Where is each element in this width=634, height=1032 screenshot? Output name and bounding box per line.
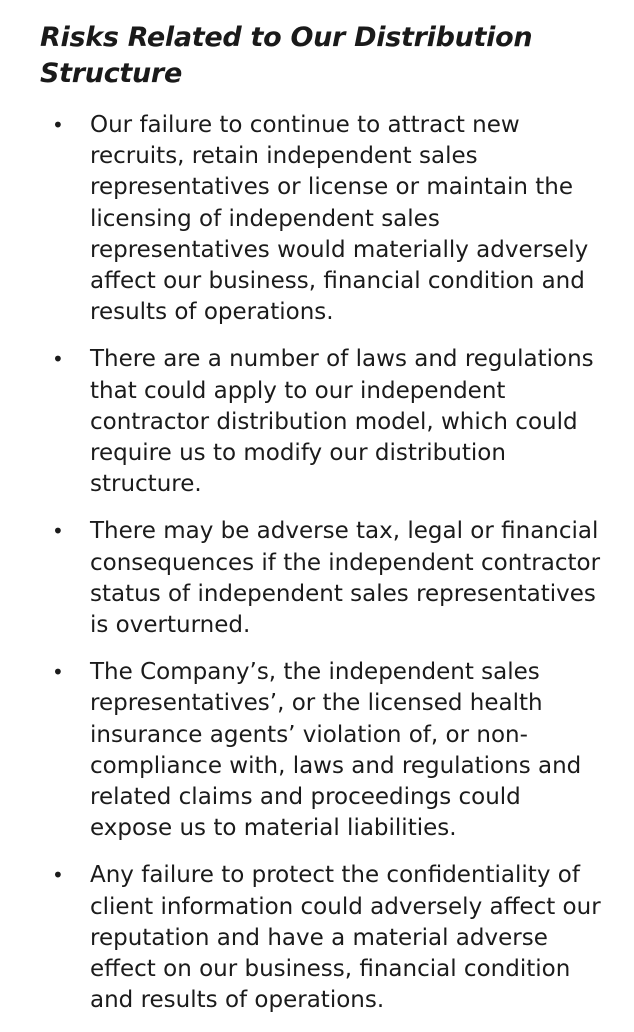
bullet-icon: • bbox=[52, 347, 64, 372]
bullet-icon: • bbox=[52, 519, 64, 544]
list-item-text: The Company’s, the independent sales representatives’, or the licensed health insurance agents’ violation of, or non-compliance with, laws and regulations and related claims and proceedings could expose us to material liabilities. bbox=[90, 659, 582, 842]
list-item bbox=[0, 344, 634, 500]
list-item bbox=[0, 657, 634, 844]
risk-list bbox=[0, 110, 634, 1032]
bullet-icon: • bbox=[52, 660, 64, 685]
bullet-icon: • bbox=[52, 863, 64, 888]
list-item-text: There may be adverse tax, legal or financial consequences if the independent contractor status of independent sales representatives is overturned. bbox=[90, 518, 601, 639]
list-item-text: Any failure to protect the confidentiality of client information could adversely affect our reputation and have a material adverse effect on our business, financial condition and results of operations. bbox=[90, 862, 601, 1014]
bullet-icon: • bbox=[52, 113, 64, 137]
list-item-text: Our failure to continue to attract new recruits, retain independent sales representatives or license or maintain the licensing of independent sales representatives would materially adversely affect our business, financial condition and results of operations. bbox=[90, 112, 589, 326]
list-item bbox=[0, 110, 634, 328]
list-item bbox=[0, 516, 634, 641]
section-heading: Risks Related to Our Distribution Structure bbox=[40, 22, 533, 89]
list-item bbox=[0, 860, 634, 1016]
list-item-text: There are a number of laws and regulations that could apply to our independent contractor distribution model, which could require us to modify our distribution structure. bbox=[90, 346, 594, 498]
